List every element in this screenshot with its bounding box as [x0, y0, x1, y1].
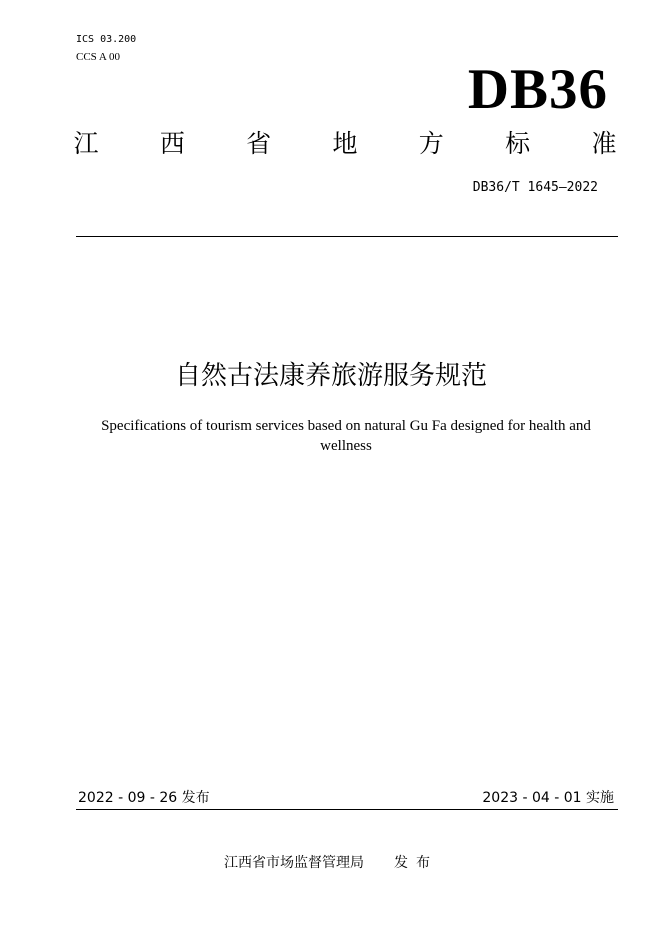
issuer-line [0, 853, 662, 873]
implement-date: 2023 - 04 - 01 实施 [482, 790, 614, 806]
publish-date: 2022 - 09 - 26 发布 [78, 790, 210, 806]
document-title-chinese: 自然古法康养旅游服务规范 [174, 361, 487, 391]
heading-char: 准 [591, 129, 617, 158]
heading-char: 方 [418, 129, 444, 158]
document-title-english: Specifications of tourism services based on natural Gu Fa designed for health and wellness [101, 418, 591, 454]
heading-char: 省 [246, 129, 272, 158]
heading-char: 西 [159, 129, 185, 158]
ccs-code: CCS A 00 [76, 51, 121, 63]
issue-action: 发布 [394, 855, 438, 871]
heading-char: 标 [505, 129, 531, 158]
heading-char: 地 [332, 129, 358, 158]
ics-code: ICS 03.200 [76, 34, 137, 45]
province-standard-heading [70, 127, 620, 161]
standard-code-logo: DB36 [467, 58, 608, 121]
top-divider [76, 236, 618, 237]
heading-char: 江 [73, 129, 99, 158]
standard-number: DB36/T 1645—2022 [472, 180, 598, 195]
issuing-organization: 江西省市场监督管理局 [224, 855, 364, 871]
bottom-divider [76, 809, 618, 810]
